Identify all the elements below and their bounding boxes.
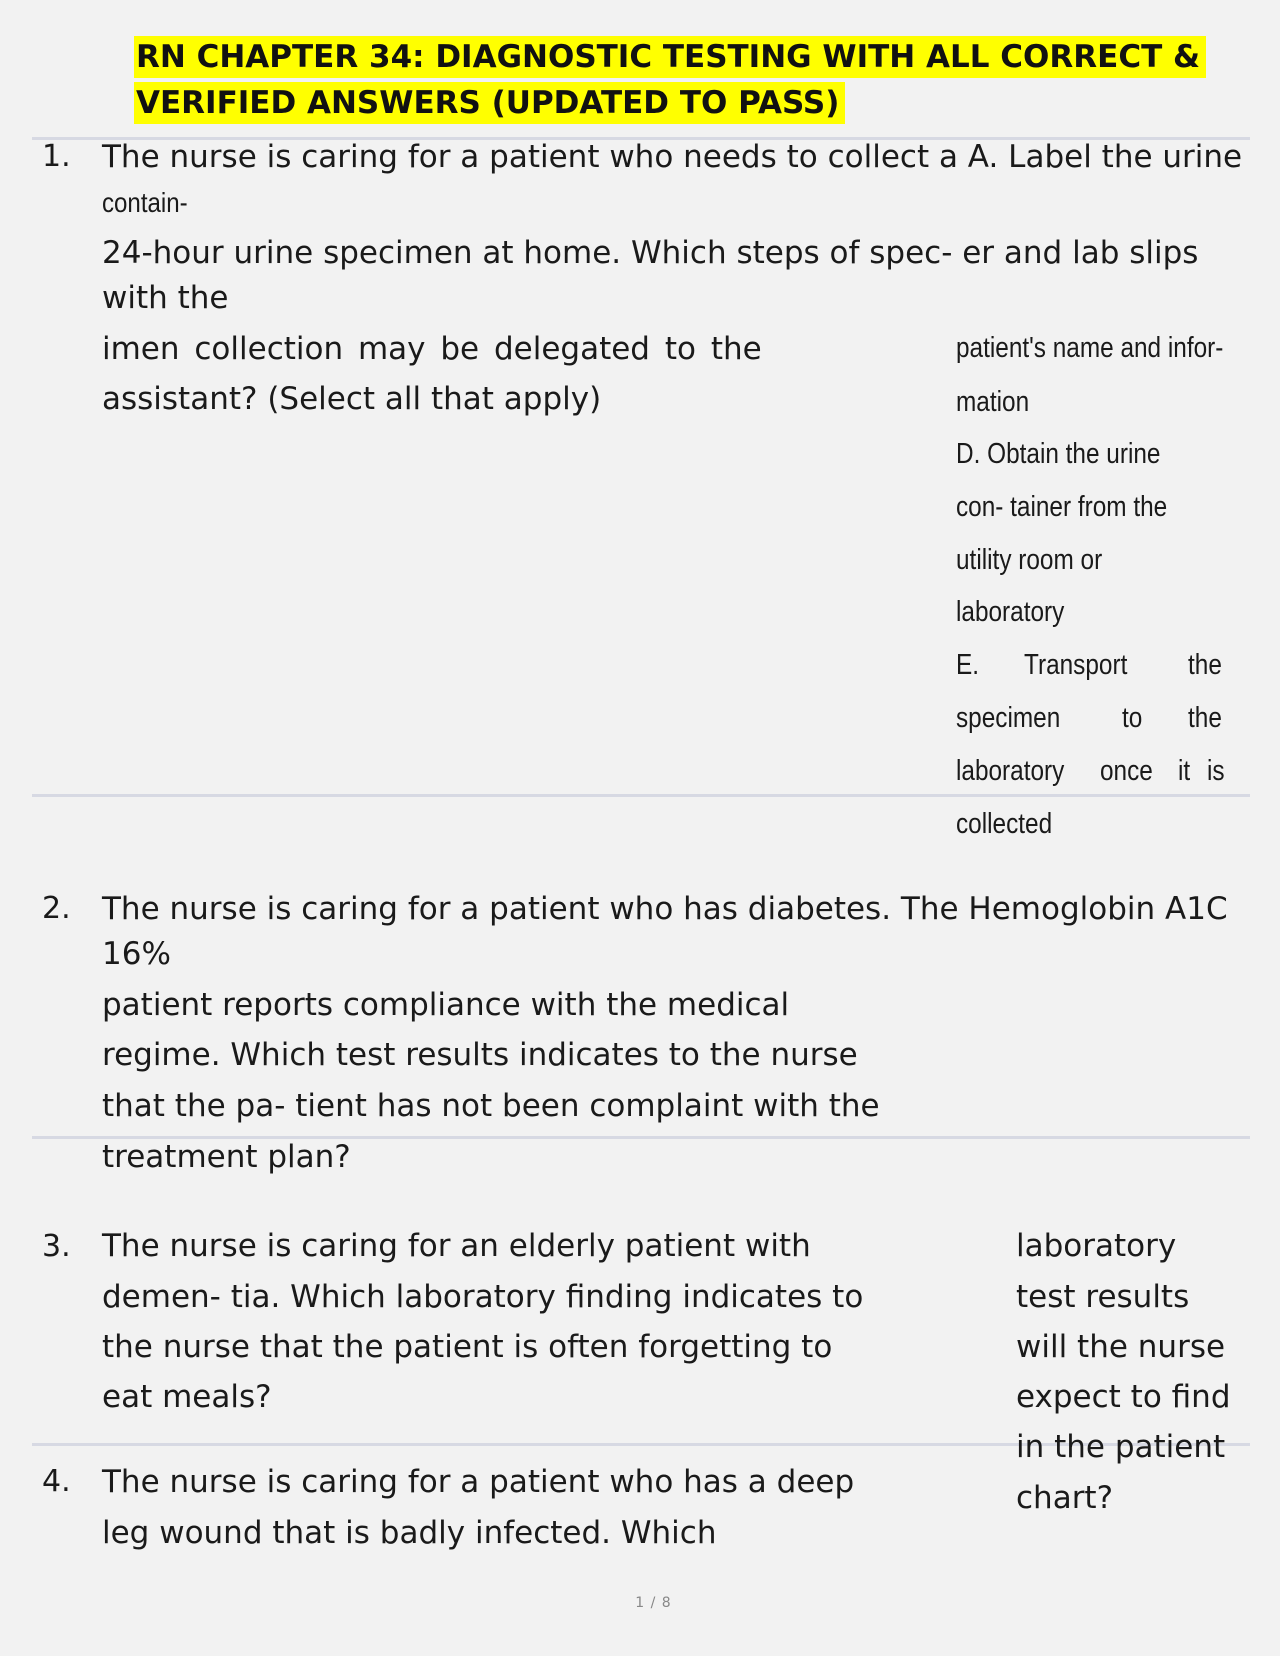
question-number: 4. (42, 1464, 71, 1499)
answer-text-line: patient's name and infor- (956, 332, 1224, 364)
document-title-line-1: RN CHAPTER 34: DIAGNOSTIC TESTING WITH ALL CORRECT & (134, 36, 1206, 78)
answer-text-line: in the patient (1016, 1429, 1226, 1465)
question-text-line: 24-hour urine specimen at home. Which steps of spec- er and lab slips (102, 235, 1199, 271)
answer-word: is (1207, 755, 1225, 787)
question-text-line: treatment plan? (102, 1139, 351, 1175)
answer-text-line (956, 698, 1228, 738)
question-text-line: imen collection may be delegated to the (102, 331, 762, 367)
question-number: 3. (42, 1229, 71, 1264)
answer-word: the (1187, 649, 1222, 681)
question-text-line: 16% (102, 936, 171, 972)
answer-word: laboratory (956, 755, 1065, 787)
answer-text-line: D. Obtain the urine (956, 438, 1161, 470)
answer-text-line (956, 645, 1228, 685)
answer-text-line: expect to find (1016, 1379, 1231, 1415)
question-text-line: demen- tia. Which laboratory finding indicates to (102, 1279, 864, 1315)
answer-text-line (956, 751, 1228, 791)
answer-word: it (1177, 755, 1190, 787)
answer-text-line: mation (956, 386, 1030, 418)
answer-text-line: test results (1016, 1279, 1190, 1315)
question-text-line: The nurse is caring for a patient who has a deep (102, 1464, 855, 1500)
answer-word: E. (956, 649, 980, 681)
question-text-line: that the pa- tient has not been complaint with the (102, 1088, 880, 1124)
answer-text-line: laboratory (1016, 1228, 1177, 1264)
page-indicator: 1 / 8 (635, 1595, 672, 1611)
question-text-line: the nurse that the patient is often forgetting to (102, 1329, 833, 1365)
question-number: 1. (42, 139, 71, 174)
question-text-line: leg wound that is badly infected. Which (102, 1515, 717, 1551)
question-text-line: assistant? (Select all that apply) (102, 381, 602, 417)
divider (32, 794, 1250, 797)
question-text-line: The nurse is caring for a patient who has diabetes. The Hemoglobin A1C (102, 891, 1228, 927)
answer-word: the (1187, 702, 1222, 734)
answer-word: once (1099, 755, 1153, 787)
question-text-line: regime. Which test results indicates to the nurse (102, 1037, 858, 1073)
question-number: 2. (42, 891, 71, 926)
answer-text-line: collected (956, 808, 1053, 840)
question-text-line: The nurse is caring for a patient who needs to collect a A. Label the urine (102, 139, 1243, 175)
answer-text-line: will the nurse (1016, 1329, 1226, 1365)
question-text-line: The nurse is caring for an elderly patient with (102, 1228, 811, 1264)
question-text-line: with the (102, 280, 229, 316)
question-text-line: contain- (102, 187, 188, 218)
answer-word: to (1121, 702, 1143, 734)
question-text-line: patient reports compliance with the medical (102, 987, 790, 1023)
question-text-line: eat meals? (102, 1379, 272, 1415)
answer-text-line: laboratory (956, 596, 1065, 628)
answer-text-line: chart? (1016, 1480, 1114, 1516)
answer-text-line: utility room or (956, 544, 1103, 576)
answer-word: specimen (956, 702, 1061, 734)
document-title-line-2: VERIFIED ANSWERS (UPDATED TO PASS) (134, 82, 845, 124)
answer-word: Transport (1024, 649, 1128, 681)
answer-text-line: con- tainer from the (956, 491, 1168, 523)
